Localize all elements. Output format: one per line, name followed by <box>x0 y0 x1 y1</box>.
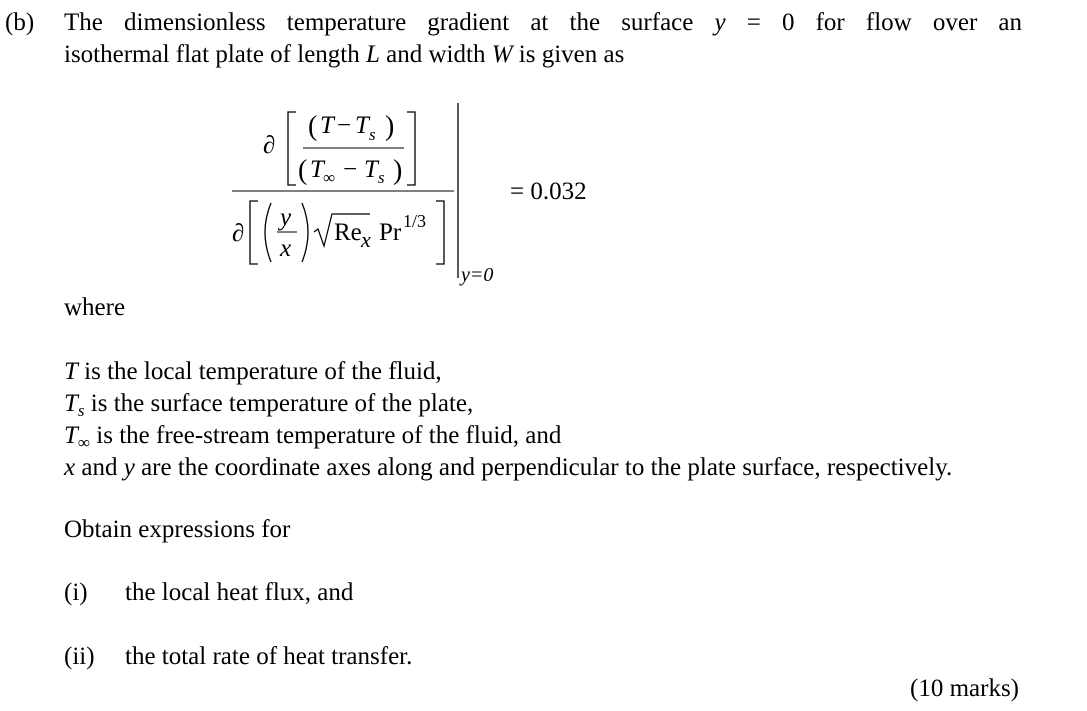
denominator-Re-sub: x <box>361 227 371 252</box>
intro2-text-c: is given as <box>512 41 625 68</box>
denominator-right-bracket <box>436 201 444 264</box>
denominator-Pr: Pr <box>379 219 402 246</box>
numerator-top-Ts: T <box>355 112 369 139</box>
numerator-right-bracket <box>407 112 415 185</box>
where-label: where <box>64 294 126 321</box>
def-text-T: is the local temperature of the fluid, <box>77 358 442 385</box>
numerator-top-T: T <box>320 112 334 139</box>
numerator-top-minus: − <box>337 112 352 139</box>
definition-axes <box>64 453 952 483</box>
intro-text-a: The dimensionless temperature gradient at the surface <box>64 9 715 36</box>
def-text-axes: are the coordinate axes along and perpendicular to the plate surface, respectively. <box>134 454 953 481</box>
numerator-bottom-Ts-sub: s <box>378 168 385 187</box>
denominator-yx-right-paren <box>302 203 308 262</box>
numerator-bottom-open-paren: ( <box>298 155 308 186</box>
numerator-bottom-Ts: T <box>364 156 378 183</box>
def-var-Ts: T <box>64 390 78 417</box>
var-L: L <box>366 41 380 68</box>
intro-text-b: = 0 for flow over an <box>725 9 1022 36</box>
numerator-partial-symbol: ∂ <box>263 132 276 159</box>
numerator-left-bracket <box>288 112 296 185</box>
def-text-Tinf: is the free-stream temperature of the fluid, and <box>90 422 562 449</box>
def-var-Ts-sub: s <box>77 401 85 421</box>
def-var-Tinf-sub: ∞ <box>77 433 91 453</box>
def-var-y: y <box>123 454 135 481</box>
denominator-left-bracket <box>250 201 258 264</box>
numerator-bottom-minus: − <box>343 156 358 183</box>
denominator-y: y <box>280 204 292 231</box>
def-text-Ts: is the surface temperature of the plate, <box>84 390 474 417</box>
item-1-number: (i) <box>64 579 88 606</box>
marks-label: (10 marks) <box>910 675 1019 702</box>
item-2-text: the total rate of heat transfer. <box>125 643 413 670</box>
denominator-Pr-exp: 1/3 <box>403 211 427 231</box>
def-and: and <box>75 454 124 481</box>
numerator-top-close-paren: ) <box>385 111 395 142</box>
def-var-x: x <box>64 454 76 481</box>
def-var-Tinf: T <box>64 422 78 449</box>
numerator-bottom-close-paren: ) <box>393 155 403 186</box>
definition-T <box>64 357 442 387</box>
denominator-yx-left-paren <box>265 203 271 262</box>
equation-result: = 0.032 <box>510 178 587 205</box>
numerator-top-Ts-sub: s <box>369 125 376 144</box>
question-part-label: (b) <box>5 9 35 36</box>
numerator-bottom-Tinf: T <box>310 156 324 183</box>
denominator-partial-symbol: ∂ <box>232 220 245 247</box>
numerator-top-open-paren: ( <box>308 111 318 142</box>
intro2-text-a: isothermal flat plate of length <box>64 41 366 68</box>
numerator-bottom-Tinf-sub: ∞ <box>323 168 336 187</box>
def-var-T: T <box>64 358 78 385</box>
item-1-text: the local heat flux, and <box>125 579 354 606</box>
var-W: W <box>491 41 513 68</box>
intro2-text-b: and width <box>379 41 492 68</box>
denominator-Re: Re <box>334 219 362 246</box>
denominator-x: x <box>280 235 292 262</box>
var-y: y <box>714 9 726 36</box>
obtain-label: Obtain expressions for <box>64 516 291 543</box>
evaluation-subscript: y=0 <box>461 264 494 286</box>
item-2-number: (ii) <box>64 643 95 670</box>
